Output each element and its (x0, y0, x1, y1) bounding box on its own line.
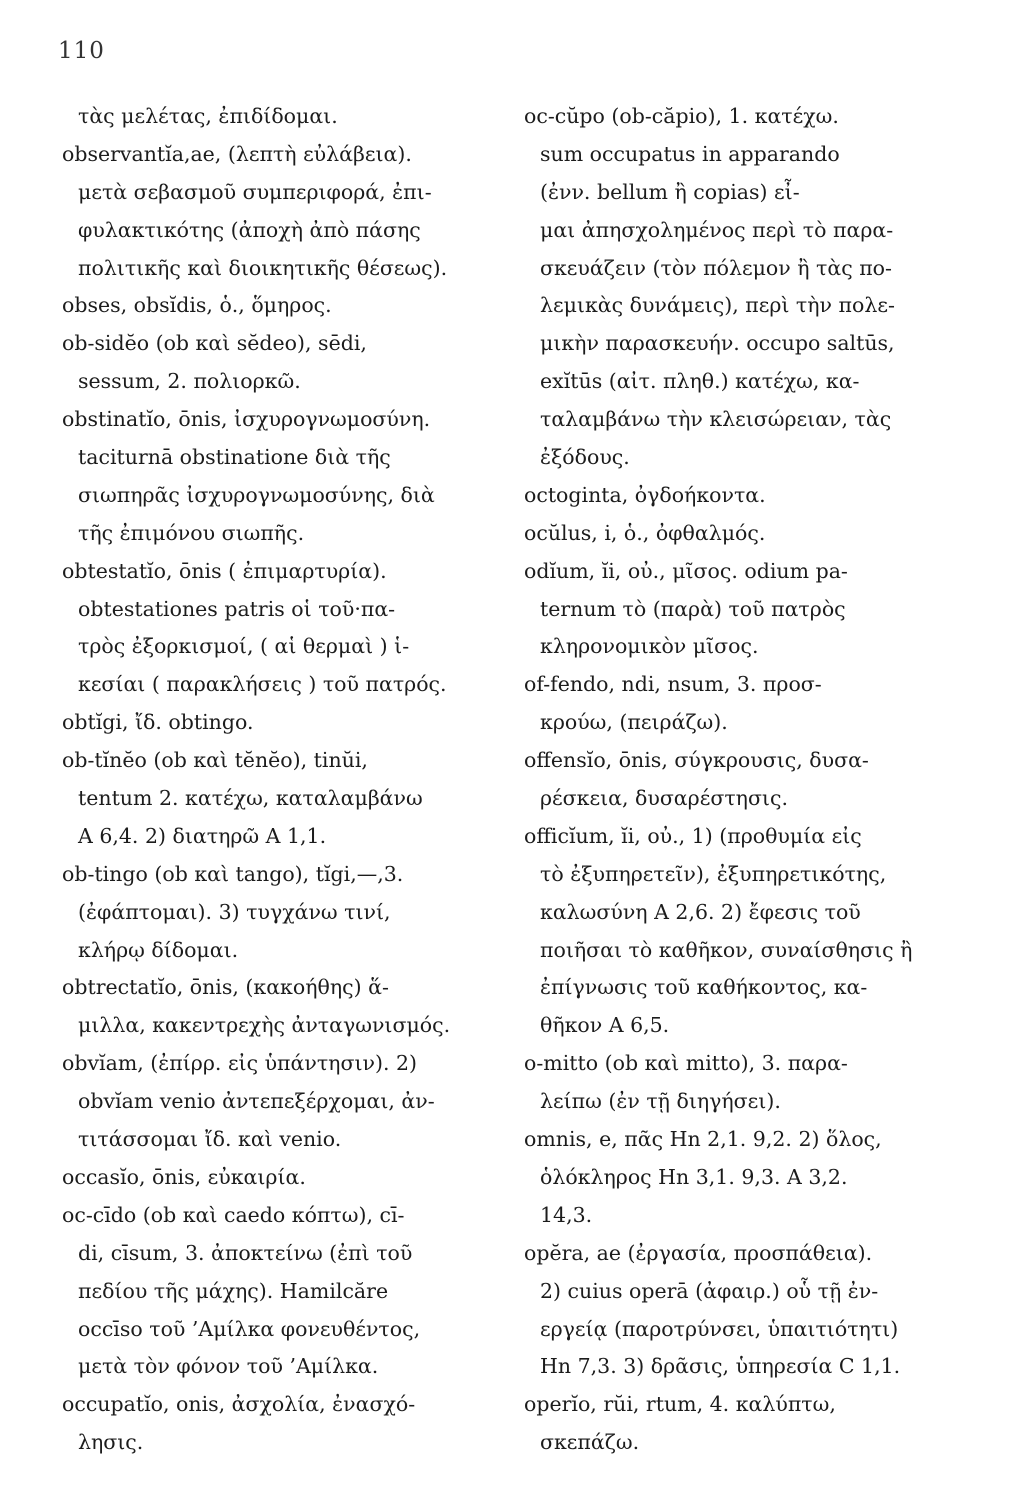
text-line: obtestationes patris οἱ τοῦ·πα- (78, 596, 396, 621)
text-line: (ἐνν. bellum ἢ copias) εἶ- (540, 179, 800, 204)
text-line: εργείᾳ (παροτρύνσει, ὑπαιτιότητι) (540, 1316, 899, 1341)
text-line: 2) cuius operā (ἀφαιρ.) οὗ τῇ ἐν- (540, 1278, 879, 1303)
text-line: occasĭo, ōnis, εὐκαιρία. (62, 1164, 306, 1189)
left-column (62, 98, 504, 1462)
text-line: oc-cīdo (ob καὶ caedo κόπτω), cī- (62, 1202, 405, 1227)
text-line: exĭtūs (αἰτ. πληθ.) κατέχω, κα- (540, 369, 860, 394)
text-line: opĕra, ae (ἐργασία, προσπάθεια). (524, 1240, 873, 1265)
text-line: ταλαμβάνω τὴν κλεισώρειαν, τὰς (540, 407, 892, 432)
text-line: ρέσκεια, δυσαρέστησις. (540, 786, 788, 811)
text-line: λησις. (78, 1430, 144, 1455)
text-line: obses, obsĭdis, ὁ., ὅμηρος. (62, 293, 332, 318)
text-line: officĭum, ĭi, οὐ., 1) (προθυμία εἰς (524, 823, 862, 848)
text-line: πεδίου τῆς μάχης). Hamilcăre (78, 1278, 389, 1303)
text-line: obstinatĭo, ōnis, ἰσχυρογνωμοσύνη. (62, 407, 431, 432)
text-line: ἐπίγνωσις τοῦ καθήκοντος, κα- (540, 975, 868, 1000)
page-number: 110 (58, 38, 105, 64)
text-line: μετὰ σεβασμοῦ συμπεριφορά, ἐπι- (78, 179, 432, 204)
text-line: λείπω (ἐν τῇ διηγήσει). (540, 1089, 781, 1114)
text-line: omnis, e, πᾶς Hn 2,1. 9,2. 2) ὅλος, (524, 1127, 882, 1152)
text-line: ob-tingo (ob καὶ tango), tĭgi,—,3. (62, 861, 404, 886)
text-line: τιτάσσομαι ἴδ. καὶ venio. (78, 1127, 342, 1152)
text-line: ternum τὸ (παρὰ) τοῦ πατρὸς (540, 596, 846, 621)
text-line: τρὸς ἐξορκισμοί, ( αἱ θερμαὶ ) ἱ- (78, 634, 410, 659)
text-line: o-mitto (ob καὶ mitto), 3. παρα- (524, 1051, 848, 1076)
text-line: obtrectatĭo, ōnis, (κακοήθης) ἅ- (62, 975, 389, 1000)
text-line: σκεπάζω. (540, 1430, 640, 1455)
text-line: (ἐφάπτομαι). 3) τυγχάνω τινί, (78, 899, 391, 924)
text-line: κλήρῳ δίδομαι. (78, 937, 239, 962)
text-line: offensĭo, ōnis, σύγκρουσις, δυσα- (524, 748, 869, 773)
text-line: ἐξόδους. (540, 445, 630, 470)
text-line: obtĭgi, ἴδ. obtingo. (62, 710, 254, 735)
text-line: θῆκον A 6,5. (540, 1013, 670, 1038)
text-line: tentum 2. κατέχω, καταλαμβάνω (78, 786, 423, 811)
text-line: κρούω, (πειράζω). (540, 710, 728, 735)
text-line: obvĭam, (ἐπίρρ. εἰς ὑπάντησιν). 2) (62, 1051, 418, 1076)
text-line: A 6,4. 2) διατηρῶ A 1,1. (78, 823, 327, 848)
text-line: di, cīsum, 3. ἀποκτείνω (ἐπὶ τοῦ (78, 1240, 413, 1265)
text-line: occīso τοῦ ’Αμίλκα φονευθέντος, (78, 1316, 421, 1341)
text-line: κληρονομικὸν μῖσος. (540, 634, 759, 659)
text-line: μιλλα, κακεντρεχὴς ἀνταγωνισμός. (78, 1013, 451, 1038)
text-line: ocŭlus, i, ὁ., ὀφθαλμός. (524, 520, 766, 545)
text-line: τὸ ἐξυπηρετεῖν), ἐξυπηρετικότης, (540, 861, 887, 886)
text-line: sum occupatus in apparando (540, 141, 840, 166)
text-line: operĭo, rŭi, rtum, 4. καλύπτω, (524, 1392, 836, 1417)
text-line: odĭum, ĭi, οὐ., μῖσος. odium pa- (524, 558, 848, 583)
text-line: Hn 7,3. 3) δρᾶσις, ὑπηρεσία C 1,1. (540, 1354, 901, 1379)
right-column (524, 98, 966, 1462)
text-line: ob-sidĕo (ob καὶ sĕdeo), sēdi, (62, 331, 367, 356)
text-line: obtestatĭo, ōnis ( ἐπιμαρτυρία). (62, 558, 387, 583)
text-line: σιωπηρᾶς ἰσχυρογνωμοσύνης, διὰ (78, 482, 435, 507)
text-line: σκευάζειν (τὸν πόλεμον ἢ τὰς πο- (540, 255, 892, 280)
text-line: πολιτικῆς καὶ διοικητικῆς θέσεως). (78, 255, 448, 280)
text-line: taciturnā obstinatione διὰ τῆς (78, 445, 391, 470)
text-line: καλωσύνη A 2,6. 2) ἔφεσις τοῦ (540, 899, 861, 924)
text-line: sessum, 2. πολιορκῶ. (78, 369, 301, 394)
text-line: ὁλόκληρος Hn 3,1. 9,3. A 3,2. (540, 1164, 848, 1189)
text-line: octoginta, ὀγδοήκοντα. (524, 482, 766, 507)
text-line: μαι ἀπησχολημένος περὶ τὸ παρα- (540, 217, 894, 242)
text-line: ποιῆσαι τὸ καθῆκον, συναίσθησις ἢ (540, 937, 913, 962)
text-line: φυλακτικότης (ἀποχὴ ἀπὸ πάσης (78, 217, 421, 242)
text-line: observantĭa,ae, (λεπτὴ εὐλάβεια). (62, 141, 412, 166)
text-line: κεσίαι ( παρακλήσεις ) τοῦ πατρός. (78, 672, 447, 697)
text-line: 14,3. (540, 1202, 593, 1227)
text-line: obvĭam venio ἀντεπεξέρχομαι, ἀν- (78, 1089, 435, 1114)
text-line: τὰς μελέτας, ἐπιδίδομαι. (78, 104, 338, 128)
text-line: μικὴν παρασκευήν. occupo saltūs, (540, 331, 895, 356)
text-line: τῆς ἐπιμόνου σιωπῆς. (78, 520, 305, 545)
text-line: oc-cŭpo (ob-căpio), 1. κατέχω. (524, 104, 839, 128)
text-line: occupatĭo, onis, ἀσχολία, ἐνασχό- (62, 1392, 416, 1417)
text-line: ob-tĭnĕo (ob καὶ tĕnĕo), tinŭi, (62, 748, 368, 773)
text-line: λεμικὰς δυνάμεις), περὶ τὴν πολε- (540, 293, 895, 318)
text-line: μετὰ τὸν φόνον τοῦ ’Αμίλκα. (78, 1354, 379, 1379)
text-line: of-fendo, ndi, nsum, 3. προσ- (524, 672, 822, 697)
